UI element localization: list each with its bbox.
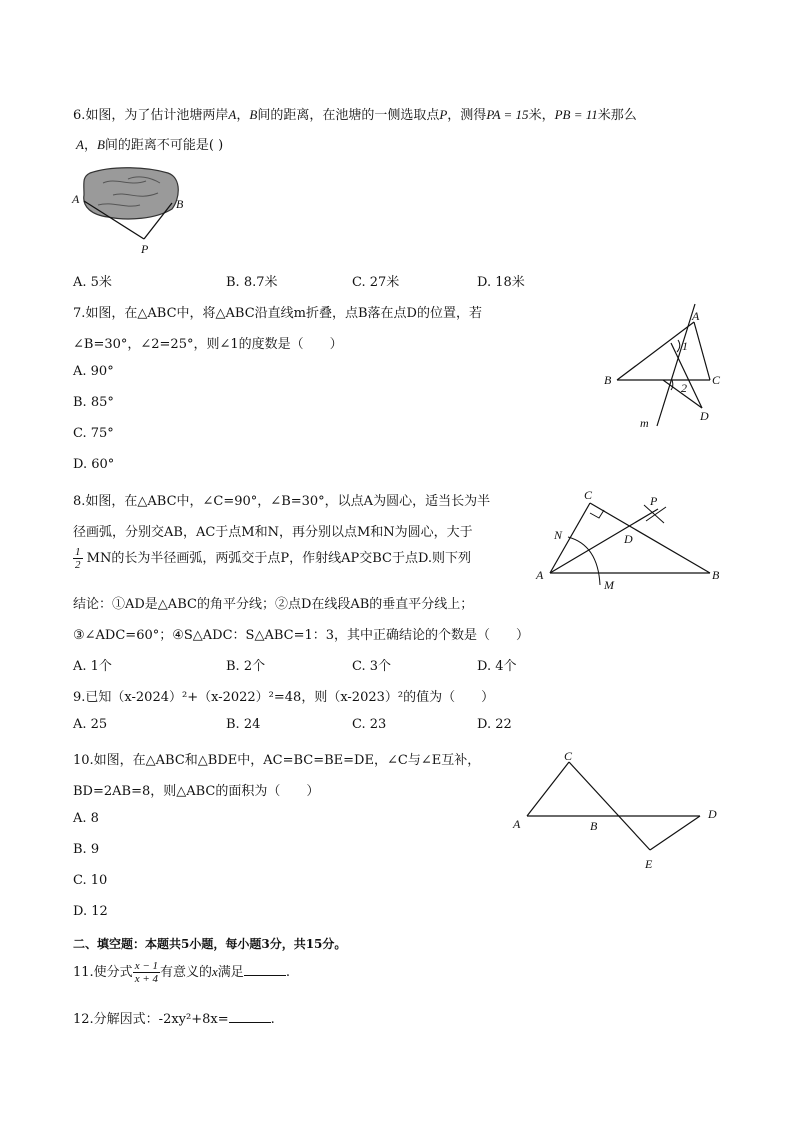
q8-label-p: P [650, 494, 658, 508]
q7-stem-line1: 7.如图，在△ABC中，将△ABC沿直线m折叠，点B落在点D的位置，若 [73, 306, 482, 321]
q7-option-c: C. 75° [73, 426, 114, 441]
q8-label-b: B [712, 568, 720, 582]
q10-stem-line1: 10.如图，在△ABC和△BDE中，AC=BC=BE=DE，∠C与∠E互补， [73, 753, 481, 768]
q10-label-d: D [708, 807, 717, 821]
q10-stem-line2: BD=2AB=8，则△ABC的面积为（ ） [73, 784, 320, 799]
q10-label-b: B [590, 819, 598, 833]
q7-option-b: B. 85° [73, 395, 114, 410]
q7-label-a: A [692, 309, 700, 323]
q10-label-a: A [513, 817, 521, 831]
q6-label-b: B [176, 197, 184, 211]
q8-stem-line4: 结论：①AD是△ABC的角平分线；②点D在线段AB的垂直平分线上； [73, 597, 474, 612]
q8-label-c: C [584, 488, 593, 502]
q11-fraction: $\frac{x - 1}{x + 4}$ [134, 960, 158, 985]
q8-label-d: D [624, 532, 633, 546]
q8-stem-line5: ③∠ADC=60°；④S△ADC：S△ABC=1：3，其中正确结论的个数是（ ） [73, 628, 530, 643]
q6-option-c: C. 27米 [352, 275, 400, 290]
q8-stem-line2: 径画弧，分别交AB，AC于点M和N，再分别以点M和N为圆心，大于 [73, 525, 473, 540]
q10-label-e: E [645, 857, 653, 871]
q8-stem-line1: 8.如图，在△ABC中，∠C=90°，∠B=30°，以点A为圆心，适当长为半 [73, 494, 491, 509]
q9-option-c: C. 23 [352, 717, 387, 732]
q6-option-a: A. 5米 [73, 275, 112, 290]
q11-stem: 11.使分式 $\frac{x - 1}{x + 4}$ 有意义的x满足 . [73, 960, 290, 985]
q9-option-a: A. 25 [73, 717, 108, 732]
q7-label-b: B [604, 373, 612, 387]
q6-pond-figure [68, 165, 188, 257]
q10-option-d: D. 12 [73, 904, 108, 919]
q8-option-b: B. 2个 [226, 659, 266, 674]
q7-label-d: D [700, 409, 709, 423]
q7-stem-line2: ∠B=30°，∠2=25°，则∠1的度数是（ ） [73, 337, 343, 352]
q10-option-c: C. 10 [73, 873, 108, 888]
q8-option-d: D. 4个 [477, 659, 517, 674]
q6-label-p: P [141, 242, 149, 256]
q8-label-n: N [554, 528, 563, 542]
q8-option-a: A. 1个 [73, 659, 112, 674]
q7-fold-figure [600, 300, 730, 435]
q7-option-d: D. 60° [73, 457, 115, 472]
q7-label-c: C [712, 373, 721, 387]
q10-triangles-figure [505, 748, 730, 876]
q7-option-a: A. 90° [73, 364, 114, 379]
q8-label-m: M [604, 578, 614, 592]
q7-label-1: 1 [682, 339, 688, 353]
q9-stem: 9.已知（x-2024）²+（x-2022）²=48，则（x-2023）²的值为（ ） [73, 690, 495, 705]
section2-heading: 二、填空题：本题共5小题，每小题3分，共15分。 [73, 937, 347, 951]
q9-option-d: D. 22 [477, 717, 512, 732]
q7-label-2: 2 [681, 381, 687, 395]
q10-option-a: A. 8 [73, 811, 99, 826]
q6-option-d: D. 18米 [477, 275, 525, 290]
q10-option-b: B. 9 [73, 842, 100, 857]
q12-stem: 12.分解因式：-2xy²+8x= . [73, 1012, 275, 1027]
q10-label-c: C [564, 749, 573, 763]
q12-answer-blank [229, 1012, 271, 1023]
q6-option-b: B. 8.7米 [226, 275, 278, 290]
q8-label-a: A [536, 568, 544, 582]
q11-answer-blank [244, 965, 286, 976]
q6-stem-line2: A，B间的距离不可能是( ) [76, 137, 224, 153]
q6-label-a: A [72, 192, 80, 206]
q8-option-c: C. 3个 [352, 659, 392, 674]
q6-stem-line1: 6.如图，为了估计池塘两岸A，B间的距离，在池塘的一侧选取点P，测得PA = 15米，PB = 11米那么 [73, 107, 637, 123]
q7-label-m: m [640, 416, 649, 430]
q9-option-b: B. 24 [226, 717, 261, 732]
q8-construction-figure [530, 485, 730, 595]
q8-stem-line3: $\frac{1}{2}$ MN的长为半径画弧，两弧交于点P，作射线AP交BC于点D.则下列 [75, 546, 472, 571]
q8-fraction: $\frac{1}{2}$ [75, 546, 81, 571]
